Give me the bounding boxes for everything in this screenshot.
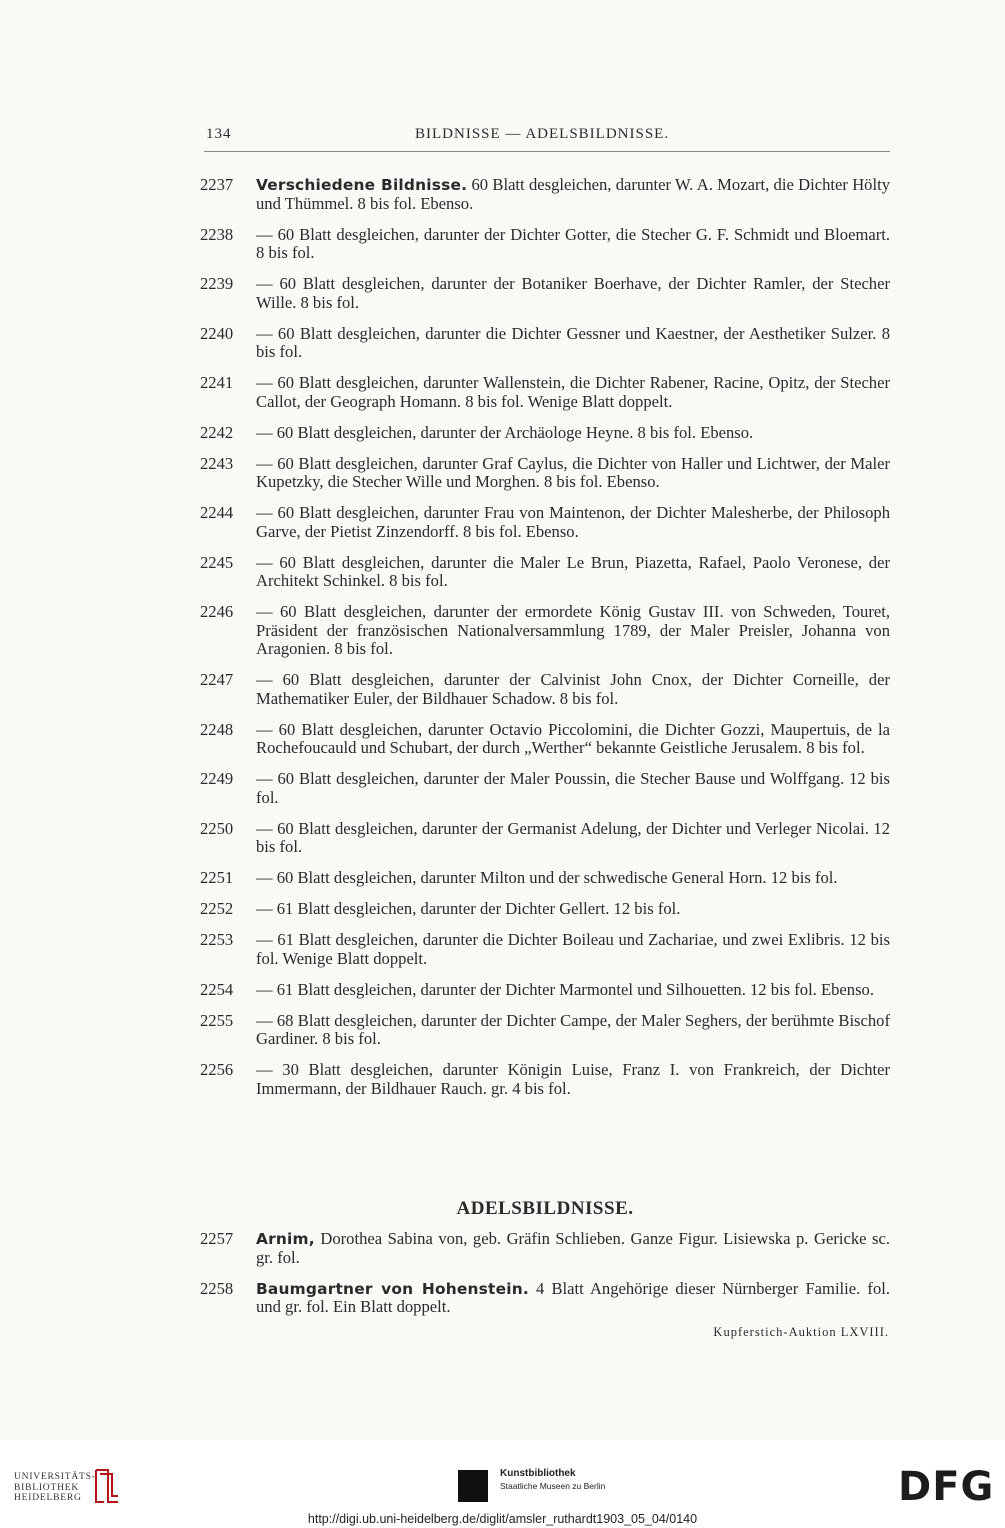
entry-description xyxy=(256,424,890,443)
kunstbibliothek-title: Kunstbibliothek xyxy=(500,1468,576,1479)
entry-body: — 68 Blatt desgleichen, darunter der Dichter Campe, der Maler Seghers, der berühmte Bischof Gardiner. 8 bis fol. xyxy=(256,1010,890,1048)
kunstbibliothek-icon xyxy=(458,1470,488,1502)
heidelberg-mark-icon xyxy=(92,1466,122,1506)
catalog-entry xyxy=(200,820,890,857)
entry-number: 2247 xyxy=(200,670,234,689)
entry-number: 2237 xyxy=(200,175,234,194)
entry-number: 2245 xyxy=(200,552,234,572)
catalog-entry xyxy=(200,424,890,443)
catalog-entry xyxy=(200,455,890,492)
entry-body: — 60 Blatt desgleichen, darunter Milton und der schwedische General Horn. 12 bis fol. xyxy=(256,868,838,887)
university-library-logo[interactable] xyxy=(14,1472,96,1504)
entry-description xyxy=(256,770,890,807)
catalog-entry xyxy=(200,1061,890,1098)
entry-body: Dorothea Sabina von, geb. Gräfin Schlieben. Ganze Figur. Lisiewska p. Gericke sc. gr. fol. xyxy=(256,1229,890,1267)
entry-number: 2244 xyxy=(200,503,234,522)
catalog-entry xyxy=(200,900,890,919)
catalog-entry xyxy=(200,603,890,659)
entry-number: 2241 xyxy=(200,373,234,392)
entry-description xyxy=(256,603,890,659)
entry-name: Verschiedene Bildnisse. xyxy=(256,176,468,194)
catalog-entry xyxy=(200,981,890,1000)
permalink-url[interactable]: http://digi.ub.uni-heidelberg.de/diglit/amsler_ruthardt1903_05_04/0140 xyxy=(307,1512,698,1526)
entry-body: 60 Blatt desgleichen, darunter W. A. Mozart, die Dichter Hölty und Thümmel. 8 bis fol. Ebenso. xyxy=(256,175,891,213)
catalog-entry xyxy=(200,1230,890,1267)
entry-body: — 61 Blatt desgleichen, darunter die Dichter Boileau und Zachariae, und zwei Exlibris. 12 bis fol. Wenige Blatt doppelt. xyxy=(256,930,890,968)
entry-body: — 60 Blatt desgleichen, darunter der Dichter Gotter, die Stecher G. F. Schmidt und Bloemart. 8 bis fol. xyxy=(256,224,890,262)
entry-number: 2249 xyxy=(200,769,234,788)
catalog-entry xyxy=(200,1280,890,1317)
catalog-footer: Kupferstich-Auktion LXVIII. xyxy=(713,1325,889,1339)
running-header: BILDNISSE — ADELSBILDNISSE. xyxy=(415,126,670,142)
uni-logo-line3: HEIDELBERG xyxy=(14,1493,82,1503)
entry-name: Baumgartner von Hohenstein. xyxy=(256,1279,529,1298)
entry-number: 2250 xyxy=(200,818,234,838)
entry-number: 2252 xyxy=(200,899,234,918)
catalog-entry xyxy=(200,1012,890,1049)
entry-body: — 60 Blatt desgleichen, darunter der Calvinist John Cnox, der Dichter Corneille, der Mathematiker Euler, der Bildhauer Schadow. 8 bis fol. xyxy=(256,670,890,708)
header-rule xyxy=(204,151,890,152)
entry-description xyxy=(256,226,890,263)
catalog-entry xyxy=(200,176,890,213)
entry-number: 2246 xyxy=(200,602,234,621)
entry-body: — 60 Blatt desgleichen, darunter der Germanist Adelung, der Dichter und Verleger Nicolai. 12 bis fol. xyxy=(256,818,890,856)
catalog-entry xyxy=(200,671,890,708)
catalog-entries-adel xyxy=(200,1230,890,1329)
entry-body: — 60 Blatt desgleichen, darunter der Archäologe Heyne. 8 bis fol. Ebenso. xyxy=(256,422,754,442)
kunstbibliothek-logo[interactable] xyxy=(500,1468,605,1492)
entry-description xyxy=(256,1280,890,1317)
catalog-entries xyxy=(200,176,890,1111)
entry-number: 2239 xyxy=(200,274,234,293)
entry-body: — 60 Blatt desgleichen, darunter Octavio Piccolomini, die Dichter Gozzi, Maupertuis, de la Rochefoucauld und Schubart, der durch „Werther“ bekannte Geistliche Jerusalem. 8 bis fol. xyxy=(256,719,890,757)
entry-description xyxy=(256,931,890,968)
catalog-entry xyxy=(200,275,890,312)
uni-logo-line2: BIBLIOTHEK xyxy=(14,1482,79,1493)
entry-description xyxy=(256,374,890,411)
entry-body: — 60 Blatt desgleichen, darunter Graf Caylus, die Dichter von Haller und Lichtwer, der Maler Kupetzky, die Stecher Wille und Morghen. 8 bis fol. Ebenso. xyxy=(256,453,890,491)
entry-description xyxy=(256,900,890,919)
catalog-entry xyxy=(200,721,890,758)
catalog-entry xyxy=(200,554,890,591)
entry-number: 2257 xyxy=(200,1229,234,1248)
entry-number: 2253 xyxy=(200,930,234,949)
entry-body: — 61 Blatt desgleichen, darunter der Dichter Marmontel und Silhouetten. 12 bis fol. Ebenso. xyxy=(256,979,874,999)
catalog-entry xyxy=(200,931,890,968)
kunstbibliothek-subtitle: Staatliche Museen zu Berlin xyxy=(500,1481,606,1491)
entry-body: — 61 Blatt desgleichen, darunter der Dichter Gellert. 12 bis fol. xyxy=(256,899,681,918)
entry-body: — 60 Blatt desgleichen, darunter Wallenstein, die Dichter Rabener, Racine, Opitz, der Stecher Callot, der Geograph Homann. 8 bis fol. Wenige Blatt doppelt. xyxy=(256,373,890,411)
entry-number: 2255 xyxy=(200,1010,234,1030)
catalog-entry xyxy=(200,226,890,263)
entry-body: — 60 Blatt desgleichen, darunter die Maler Le Brun, Piazetta, Rafael, Paolo Veronese, der Architekt Schinkel. 8 bis fol. xyxy=(256,552,890,590)
entry-number: 2242 xyxy=(200,422,234,442)
entry-number: 2251 xyxy=(200,868,234,887)
entry-description xyxy=(256,1230,890,1267)
entry-description xyxy=(256,671,890,708)
catalog-entry xyxy=(200,504,890,541)
entry-number: 2243 xyxy=(200,453,234,473)
catalog-entry xyxy=(200,869,890,888)
entry-body: — 30 Blatt desgleichen, darunter Königin Luise, Franz I. von Frankreich, der Dichter Immermann, der Bildhauer Rauch. gr. 4 bis fol. xyxy=(256,1060,890,1098)
entry-number: 2258 xyxy=(200,1278,234,1298)
entry-description xyxy=(256,504,890,541)
entry-description xyxy=(256,1061,890,1098)
entry-description xyxy=(256,820,890,857)
entry-body: — 60 Blatt desgleichen, darunter der ermordete König Gustav III. von Schweden, Touret, Präsident der französischen Nationalversammlung 1789, der Maler Preisler, Johanna von Aragonien. 8 bis fol. xyxy=(256,602,890,658)
page-number: 134 xyxy=(206,126,232,142)
entry-description xyxy=(256,554,890,591)
entry-number: 2256 xyxy=(200,1060,234,1079)
entry-number: 2248 xyxy=(200,719,234,739)
entry-description xyxy=(256,721,890,758)
dfg-logo[interactable]: DFG xyxy=(898,1464,995,1510)
section-heading: ADELSBILDNISSE. xyxy=(456,1198,634,1219)
entry-description xyxy=(256,325,890,362)
entry-body: — 60 Blatt desgleichen, darunter die Dichter Gessner und Kaestner, der Aesthetiker Sulzer. 8 bis fol. xyxy=(256,323,890,361)
entry-description xyxy=(256,275,890,312)
entry-description xyxy=(256,455,890,492)
entry-number: 2254 xyxy=(200,979,234,999)
entry-body: 4 Blatt Angehörige dieser Nürnberger Familie. fol. und gr. fol. Ein Blatt doppelt. xyxy=(256,1278,890,1316)
entry-description xyxy=(256,1012,890,1049)
catalog-entry xyxy=(200,770,890,807)
uni-logo-line1: UNIVERSITÄTS- xyxy=(14,1472,96,1482)
entry-number: 2240 xyxy=(200,323,234,343)
entry-description xyxy=(256,176,890,213)
entry-body: — 60 Blatt desgleichen, darunter Frau von Maintenon, der Dichter Malesherbe, der Philosoph Garve, der Pietist Zinzendorff. 8 bis fol. Ebenso. xyxy=(256,503,890,541)
entry-body: — 60 Blatt desgleichen, darunter der Botaniker Boerhave, der Dichter Ramler, der Stecher Wille. 8 bis fol. xyxy=(256,274,890,312)
catalog-entry xyxy=(200,374,890,411)
catalog-entry xyxy=(200,325,890,362)
entry-name: Arnim, xyxy=(256,1230,315,1248)
entry-body: — 60 Blatt desgleichen, darunter der Maler Poussin, die Stecher Bause und Wolffgang. 12 bis fol. xyxy=(256,769,890,807)
entry-number: 2238 xyxy=(200,224,234,244)
entry-description xyxy=(256,869,890,888)
entry-description xyxy=(256,981,890,1000)
